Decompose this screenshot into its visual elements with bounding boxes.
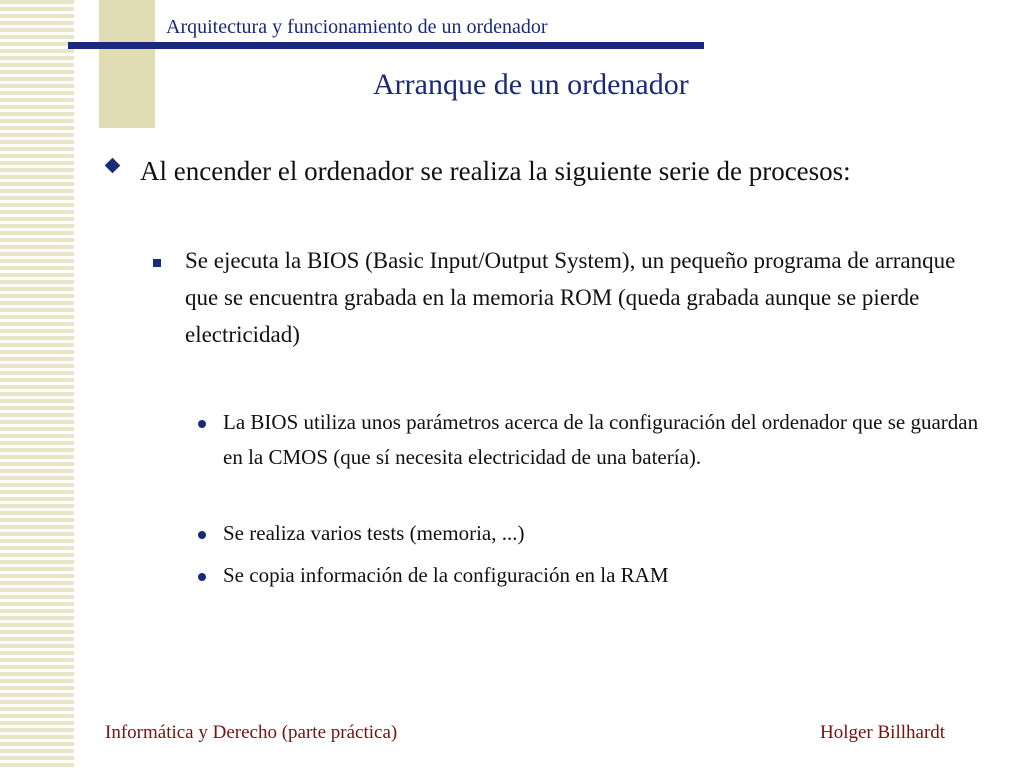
bullet-level3-item: Se realiza varios tests (memoria, ...) bbox=[223, 521, 525, 545]
bullet-level1: Al encender el ordenador se realiza la siguiente serie de procesos: bbox=[140, 156, 851, 186]
circle-bullet-icon bbox=[198, 420, 206, 428]
bullet-level2: Se ejecuta la BIOS (Basic Input/Output System), un pequeño programa de arranque que se encuentra grabada en la memoria ROM (queda grabada aunque se pierde electricidad) bbox=[185, 248, 956, 347]
footer-course: Informática y Derecho (parte práctica) bbox=[105, 722, 398, 743]
footer-author: Holger Billhardt bbox=[820, 722, 946, 743]
bullet-level3-item: Se copia información de la configuración en la RAM bbox=[223, 563, 669, 587]
circle-bullet-icon bbox=[198, 573, 206, 581]
bullet-level3-item: La BIOS utiliza unos parámetros acerca de la configuración del ordenador que se guardan en la CMOS (que sí necesita electricidad de una batería). bbox=[223, 410, 979, 469]
square-bullet-icon bbox=[153, 259, 161, 267]
circle-bullet-icon bbox=[198, 531, 206, 539]
course-section-header: Arquitectura y funcionamiento de un ordenador bbox=[166, 16, 548, 38]
slide-title: Arranque de un ordenador bbox=[373, 68, 689, 101]
diamond-bullet-icon bbox=[105, 158, 121, 174]
